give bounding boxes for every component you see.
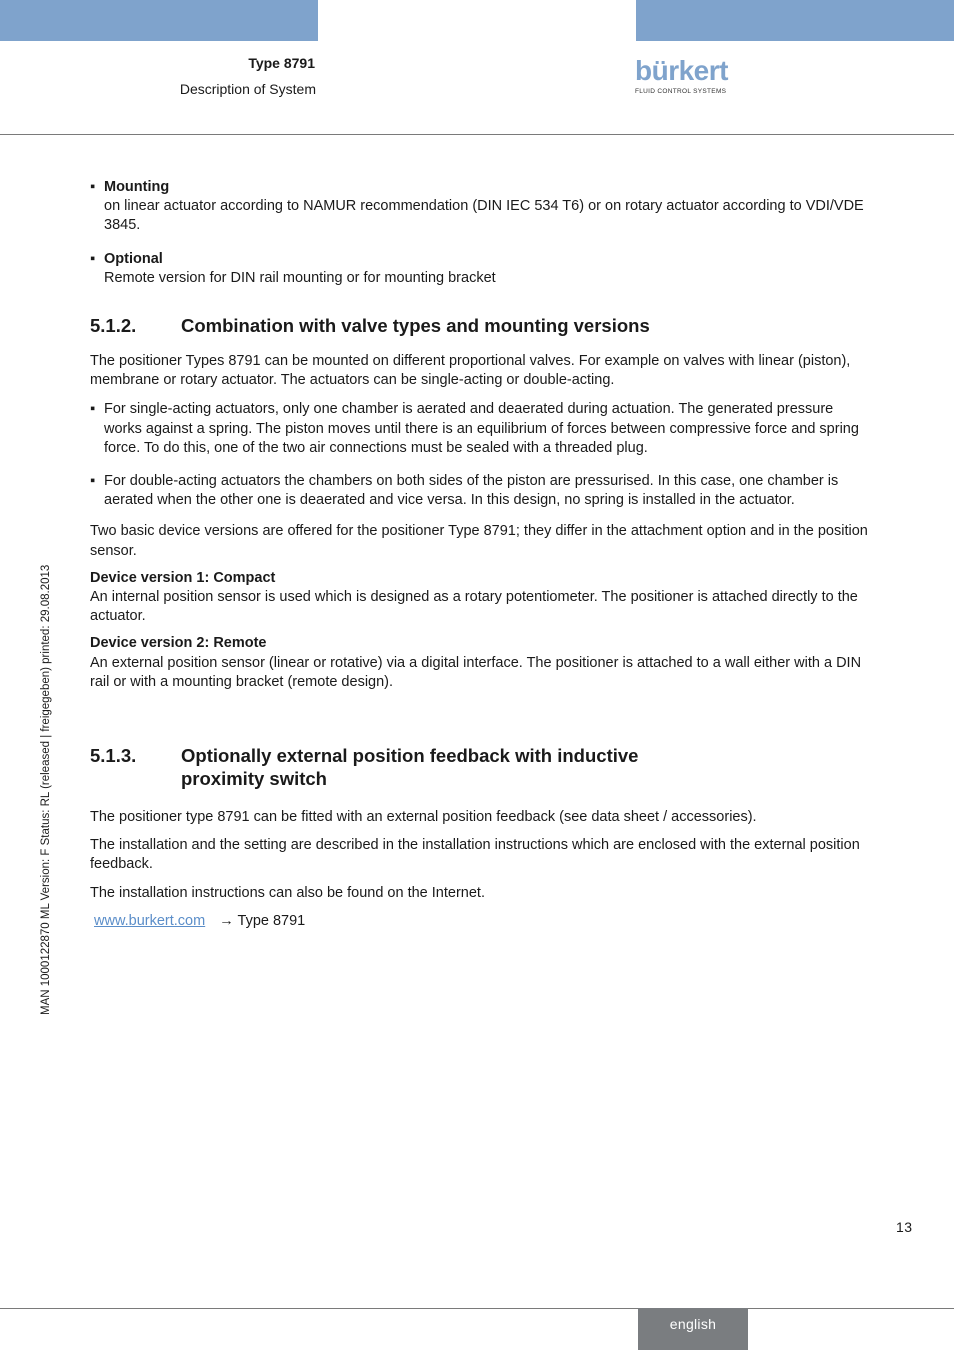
paragraph: The positioner type 8791 can be fitted with an external position feedback (see data sheet / accessories). [90, 809, 757, 826]
bullet-text: on linear actuator according to NAMUR recommendation (DIN IEC 534 T6) or on rotary actuator according to VDI/VDE 3845. [104, 198, 864, 234]
logo-wordmark: bürkert [635, 55, 728, 86]
paragraph: The installation and the setting are described in the installation instructions which are enclosed with the external position feedback. [90, 837, 860, 873]
device-version-2-title: Device version 2: Remote [90, 635, 267, 652]
header-divider [0, 134, 954, 135]
language-tab: english [638, 1308, 748, 1350]
bullet-title: Optional [104, 250, 163, 267]
paragraph: The installation instructions can also be found on the Internet. [90, 884, 485, 901]
top-bar-left [0, 0, 318, 41]
top-bar-right [636, 0, 954, 41]
heading-text [181, 744, 638, 790]
paragraph: The positioner Types 8791 can be mounted on different proportional valves. For example on valves with linear (piston), membrane or rotary actuator. The actuators can be single-acting or double-acting. [90, 353, 851, 389]
bullet-text: For single-acting actuators, only one chamber is aerated and deaerated during actuation. The generated pressure works against a spring. The piston moves until there is an equilibrium of forces between compressive force and spring force. To do this, one of the two air connections must be sealed with a threaded plug. [104, 401, 859, 456]
footer-divider [0, 1308, 954, 1309]
device-version-1-text: An internal position sensor is used which is designed as a rotary potentiometer. The positioner is attached directly to the actuator. [90, 589, 858, 625]
device-version-1-title: Device version 1: Compact [90, 569, 276, 586]
bullet-double-acting [90, 472, 868, 510]
heading-line-1: Optionally external position feedback with inductive [181, 745, 639, 767]
heading-number: 5.1.2. [90, 315, 137, 337]
bullet-marker: ▪ [90, 473, 96, 490]
heading-5-1-3 [90, 744, 868, 790]
section-title: Description of System [179, 81, 316, 97]
bullet-marker: ▪ [90, 250, 96, 267]
bullet-single-acting [90, 400, 868, 458]
heading-line-2: proximity switch [181, 768, 327, 790]
logo-tagline: FLUID CONTROL SYSTEMS [635, 88, 727, 95]
arrow-icon: → [219, 912, 234, 929]
bullet-text: Remote version for DIN rail mounting or for mounting bracket [104, 269, 496, 286]
device-version-2-text: An external position sensor (linear or rotative) via a digital interface. The positioner is attached to a wall either with a DIN rail or with a mounting bracket (remote design). [90, 654, 862, 690]
link-line [90, 912, 868, 931]
bullet-optional [90, 250, 868, 288]
bullet-marker: ▪ [90, 401, 96, 418]
heading-number: 5.1.3. [90, 745, 137, 767]
bullet-marker: ▪ [90, 179, 96, 195]
heading-text: Combination with valve types and mounting versions [181, 315, 650, 337]
burkert-website-link[interactable]: www.burkert.com [94, 912, 206, 929]
link-suffix: Type 8791 [237, 912, 306, 929]
bullet-title: Mounting [104, 179, 170, 195]
bullet-mounting [90, 178, 868, 236]
main-content [90, 178, 868, 931]
paragraph: Two basic device versions are offered for the positioner Type 8791; they differ in the attachment option and in the position sensor. [90, 523, 868, 559]
burkert-logo [635, 56, 735, 96]
document-type: Type 8791 [248, 55, 315, 71]
bullet-text: For double-acting actuators the chambers on both sides of the piston are pressurised. In this case, one chamber is aerated when the other one is deaerated and vice versa. In this design, no spring is installed in the actuator. [104, 473, 839, 509]
document-metadata: MAN 1000122870 ML Version: F Status: RL (released | freigegeben) printed: 29.08.2013 [40, 564, 52, 1015]
heading-5-1-2 [90, 314, 868, 337]
page-number: 13 [896, 1219, 913, 1235]
